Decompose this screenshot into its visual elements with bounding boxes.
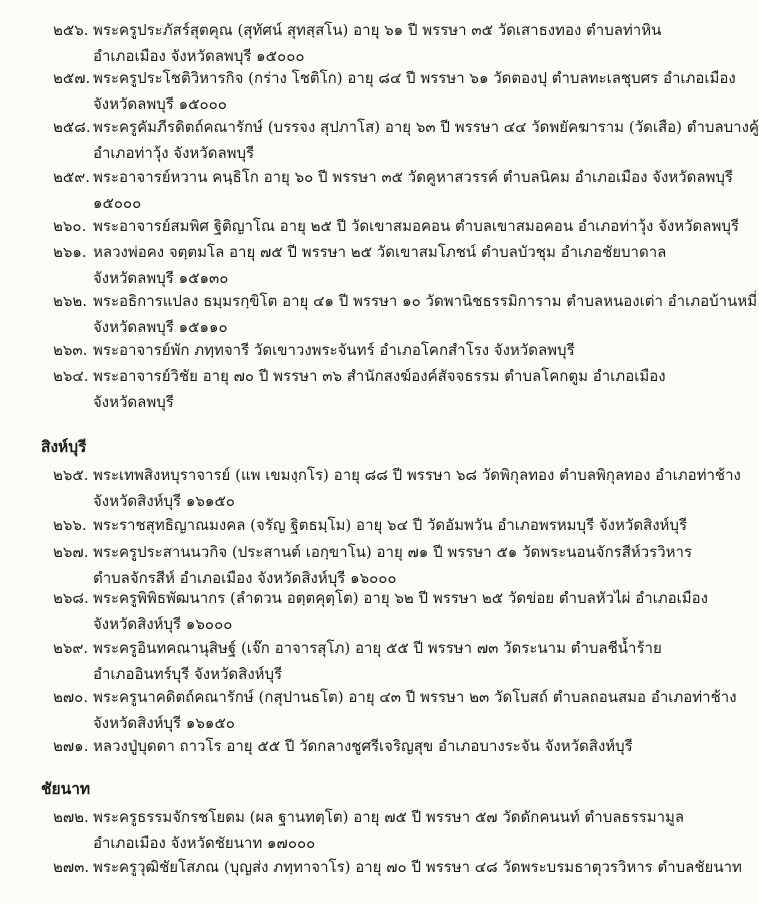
entry-line: พระครูประโชติวิหารกิจ (กร่าง โชติโก) อายุ ๘๔ ปี พรรษา ๖๑ วัดตองปุ ตำบลทะเลชุบศร อำเภอเมือง (93, 69, 736, 87)
entry-line: จังหวัดลพบุรี ๑๕๑๓๐ (93, 269, 229, 287)
entry-line: พระครูพิพิธพัฒนากร (ลำดวน อตฺตคุตฺโต) อายุ ๖๒ ปี พรรษา ๒๕ วัดข่อย ตำบลหัวไผ่ อำเภอเมือง (93, 589, 708, 607)
entry-line: อำเภอท่าวุ้ง จังหวัดลพบุรี (93, 144, 255, 162)
entry-line: พระครูอินทคณานุสิษฐ์ (เจ๊ก อาจารสุโภ) อายุ ๕๕ ปี พรรษา ๗๓ วัดระนาม ตำบลชีน้ำร้าย (93, 639, 662, 657)
entry-line: พระครูธรรมจักรชโยดม (ผล ฐานทตฺโต) อายุ ๗๕ ปี พรรษา ๕๗ วัดดักคนนท์ ตำบลธรรมามูล (93, 808, 685, 826)
section-heading: ชัยนาท (41, 779, 91, 798)
entry-line: พระอาจารย์วิชัย อายุ ๗๐ ปี พรรษา ๓๖ สำนักสงฆ์องค์สัจจธรรม ตำบลโคกตูม อำเภอเมือง (93, 367, 666, 385)
entry-number: ๒๕๙. (53, 168, 90, 186)
entry-line: พระครูคัมภีรดิตถ์คณารักษ์ (บรรจง สุปภาโส) อายุ ๖๓ ปี พรรษา ๔๔ วัดพยัคฆาราม (วัดเสือ) ตำบลบางคู้ (93, 118, 759, 136)
entry-number: ๒๖๙. (53, 639, 89, 657)
entry-line: อำเภอเมือง จังหวัดลพบุรี ๑๕๐๐๐ (93, 47, 305, 65)
entry-number: ๒๗๐. (53, 688, 89, 706)
entry-line: อำเภออินทร์บุรี จังหวัดสิงห์บุรี (93, 665, 283, 683)
entry-number: ๒๗๒. (53, 808, 89, 826)
entry-line: พระอธิการแปลง ธมฺมรกฺขิโต อายุ ๔๑ ปี พรรษา ๑๐ วัดพานิชธรรมิการาม ตำบลหนองเต่า อำเภอบ้านหมี่ (93, 292, 758, 310)
section-heading: สิงห์บุรี (41, 437, 87, 456)
entry-line: อำเภอเมือง จังหวัดชัยนาท ๑๗๐๐๐ (93, 834, 316, 852)
entry-line: พระราชสุทธิญาณมงคล (จรัญ ฐิตธมฺโม) อายุ ๖๔ ปี วัดอัมพวัน อำเภอพรหมบุรี จังหวัดสิงห์บุรี (93, 516, 688, 534)
entry-number: ๒๖๗. (53, 543, 89, 561)
entry-line: พระอาจารย์พัก ภทฺทจารี วัดเขาวงพระจันทร์ อำเภอโคกสำโรง จังหวัดลพบุรี (93, 341, 575, 359)
entry-line: พระครูนาคดิตถ์คณารักษ์ (กสุปานธโต) อายุ ๔๓ ปี พรรษา ๒๓ วัดโบสถ์ ตำบลถอนสมอ อำเภอท่าช้าง (93, 688, 737, 706)
entry-number: ๒๖๘. (53, 589, 89, 607)
entry-line: พระอาจารย์สมพิศ ฐิติญาโณ อายุ ๒๕ ปี วัดเขาสมอคอน ตำบลเขาสมอคอน อำเภอท่าวุ้ง จังหวัดลพบุรี (93, 217, 739, 235)
entry-line: หลวงพ่อคง จตฺตมโล อายุ ๗๕ ปี พรรษา ๒๕ วัดเขาสมโภชน์ ตำบลบัวชุม อำเภอชัยบาดาล (93, 243, 667, 261)
entry-number: ๒๖๕. (53, 466, 89, 484)
entry-line: จังหวัดลพบุรี ๑๕๐๐๐ (93, 95, 227, 113)
entry-line: ตำบลจักรสีห์ อำเภอเมือง จังหวัดสิงห์บุรี ๑๖๐๐๐ (93, 569, 397, 587)
entry-number: ๒๖๑. (53, 243, 87, 261)
entry-line: พระครูวุฒิชัยโสภณ (บุญส่ง ภทฺทาจาโร) อายุ ๗๐ ปี พรรษา ๔๘ วัดพระบรมธาตุวรวิหาร ตำบลชัยนาท (93, 858, 742, 876)
entry-line: จังหวัดลพบุรี ๑๕๑๑๐ (93, 318, 228, 336)
entry-line: ๑๕๐๐๐ (93, 194, 142, 212)
entry-line: พระเทพสิงหบุราจารย์ (แพ เขมงฺกโร) อายุ ๘๘ ปี พรรษา ๖๘ วัดพิกุลทอง ตำบลพิกุลทอง อำเภอท่าช้าง (93, 466, 741, 484)
entry-number: ๒๖๓. (53, 341, 88, 359)
entry-number: ๒๖๖. (53, 516, 87, 534)
entry-number: ๒๕๗. (53, 69, 91, 87)
entry-number: ๒๖๔. (53, 367, 89, 385)
entry-number: ๒๕๘. (53, 118, 91, 136)
entry-line: จังหวัดสิงห์บุรี ๑๖๐๐๐ (93, 615, 233, 633)
entry-line: จังหวัดสิงห์บุรี ๑๖๑๕๐ (93, 492, 235, 510)
entry-number: ๒๖๒. (53, 292, 88, 310)
entry-line: จังหวัดสิงห์บุรี ๑๖๑๕๐ (93, 714, 235, 732)
entry-line: หลวงปู่บุดดา ถาวโร อายุ ๕๕ ปี วัดกลางชูศรีเจริญสุข อำเภอบางระจัน จังหวัดสิงห์บุรี (93, 737, 633, 755)
entry-number: ๒๕๖. (53, 21, 89, 39)
entry-number: ๒๗๓. (53, 858, 90, 876)
entry-line: พระครูประภัสร์สุตคุณ (สุทัศน์ สุทสฺสโน) อายุ ๖๑ ปี พรรษา ๓๕ วัดเสาธงทอง ตำบลท่าหิน (93, 21, 662, 39)
entry-line: พระอาจารย์หวาน คนฺธิโก อายุ ๖๐ ปี พรรษา ๓๕ วัดคูหาสวรรค์ ตำบลนิคม อำเภอเมือง จังหวัดลพบุรี (93, 168, 733, 186)
entry-number: ๒๖๐. (53, 217, 87, 235)
entry-number: ๒๗๑. (53, 737, 89, 755)
entry-line: พระครูประสานนวกิจ (ประสานต์ เอกฺขาโน) อายุ ๗๑ ปี พรรษา ๕๑ วัดพระนอนจักรสีห์วรวิหาร (93, 543, 693, 561)
entry-line: จังหวัดลพบุรี (93, 393, 174, 411)
